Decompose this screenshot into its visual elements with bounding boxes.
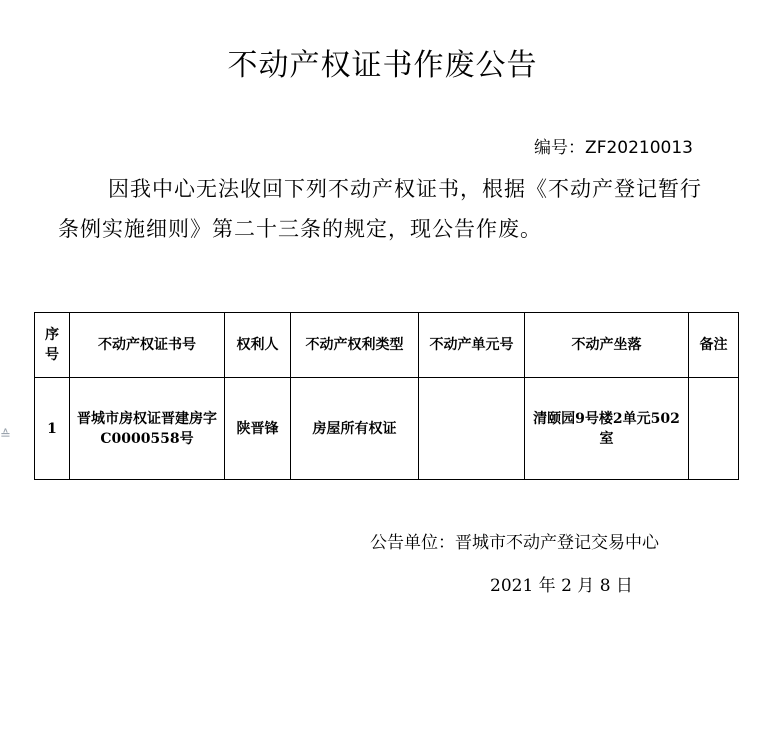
- issuing-unit: 公告单位：晋城市不动产登记交易中心: [370, 533, 659, 553]
- table-header-row: [35, 313, 739, 378]
- cell-right-type: 房屋所有权证: [291, 378, 419, 480]
- cell-unit-no: [419, 378, 525, 480]
- header-right-type: 不动产权利类型: [291, 313, 419, 378]
- header-cert-no: 不动产权证书号: [70, 313, 225, 378]
- header-seq: 序号: [35, 313, 70, 378]
- table-row: [35, 378, 739, 480]
- page-title: 不动产权证书作废公告: [227, 48, 538, 83]
- cell-location: 清颐园9号楼2单元502室: [525, 378, 689, 480]
- announcement-date: 2021 年 2 月 8 日: [490, 576, 633, 596]
- cell-cert-no: 晋城市房权证晋建房字C0000558号: [70, 378, 225, 480]
- cell-remarks: [689, 378, 739, 480]
- cell-holder: 陕晋锋: [225, 378, 291, 480]
- header-holder: 权利人: [225, 313, 291, 378]
- void-certificate-table: [34, 312, 739, 480]
- document-number: 编号：ZF20210013: [534, 138, 693, 158]
- side-marker-icon: ≙: [0, 428, 11, 443]
- announcement-body: 因我中心无法收回下列不动产权证书，根据《不动产登记暂行条例实施细则》第二十三条的规定，现公告作废。: [58, 177, 702, 241]
- header-location: 不动产坐落: [525, 313, 689, 378]
- cell-seq: 1: [35, 378, 70, 480]
- header-remarks: 备注: [689, 313, 739, 378]
- header-unit-no: 不动产单元号: [419, 313, 525, 378]
